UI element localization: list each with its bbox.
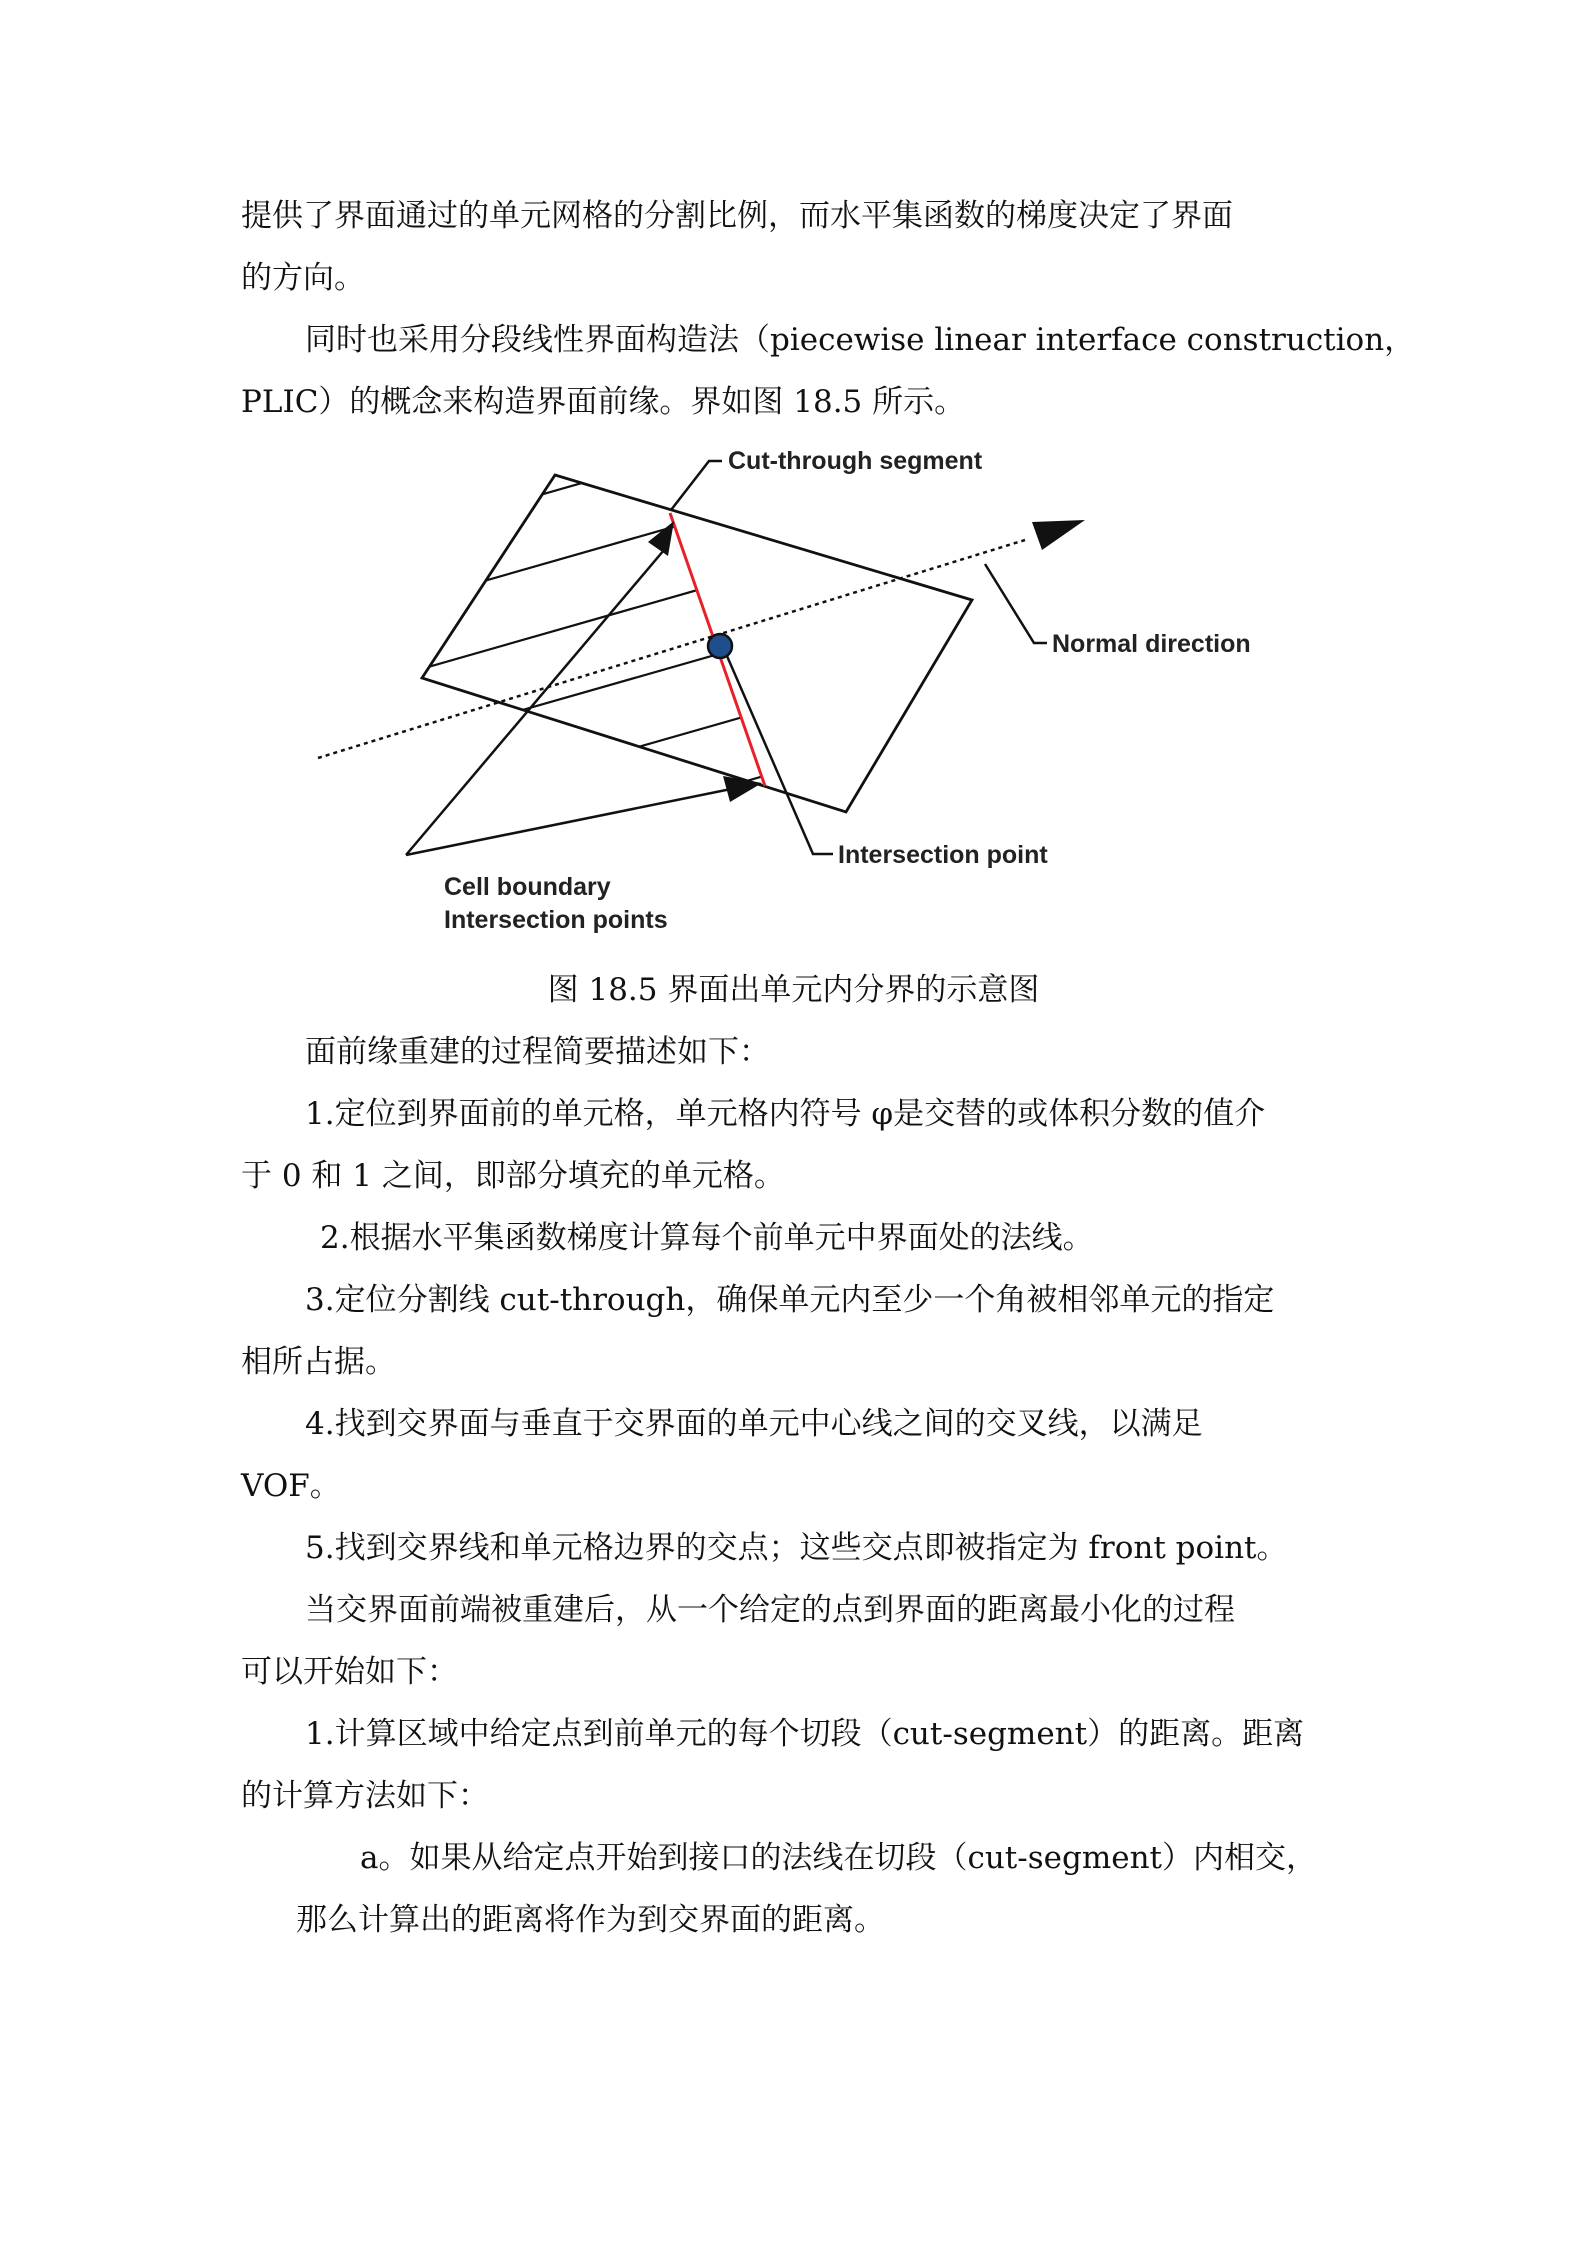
step-4-line-1: 4.找到交界面与垂直于交界面的单元中心线之间的交叉线，以满足 [305,1406,1203,1442]
normal-direction-leader [985,564,1047,643]
step-1-line-2: 于 0 和 1 之间，即部分填充的单元格。 [241,1158,785,1194]
paragraph-1-line-2: 的方向。 [241,260,365,296]
distance-step-1-line-1: 1.计算区域中给定点到前单元的每个切段（cut-segment）的距离。距离 [305,1716,1305,1752]
interface-reconstruction-figure [300,440,1300,960]
paragraph-4-line-2: 可以开始如下： [241,1654,458,1690]
cell-boundary [422,475,972,812]
label-intersection-point: Intersection point [838,841,1048,869]
distance-sub-a-line-1: a。如果从给定点开始到接口的法线在切段（cut-segment）内相交， [360,1840,1318,1876]
step-1-line-1: 1.定位到界面前的单元格，单元格内符号 φ是交替的或体积分数的值介 [305,1096,1266,1132]
paragraph-1-line-1: 提供了界面通过的单元网格的分割比例，而水平集函数的梯度决定了界面 [241,198,1233,234]
cut-through-leader-visible [671,461,722,510]
normal-direction-line [318,540,1025,758]
step-3-line-1: 3.定位分割线 cut-through，确保单元内至少一个角被相邻单元的指定 [305,1282,1275,1318]
paragraph-2-line-2: PLIC）的概念来构造界面前缘。界如图 18.5 所示。 [241,384,966,420]
paragraph-4-line-1: 当交界面前端被重建后，从一个给定的点到界面的距离最小化的过程 [305,1592,1235,1628]
step-3-line-2: 相所占据。 [241,1344,396,1380]
intersection-point-dot [708,634,732,658]
normal-arrowhead [1032,520,1085,550]
arrowhead-to-top-point [648,521,674,556]
figure-caption: 图 18.5 界面出单元内分界的示意图 [547,972,1040,1008]
paragraph-3: 面前缘重建的过程简要描述如下： [305,1034,770,1070]
arrowhead-to-bottom-point [723,776,762,802]
label-normal-direction: Normal direction [1052,630,1251,658]
intersection-point-leader [727,656,833,854]
label-intersection-points: Intersection points [444,906,668,934]
label-cell-boundary: Cell boundary [444,873,611,901]
distance-sub-a-line-2: 那么计算出的距离将作为到交界面的距离。 [296,1902,885,1938]
cell-boundary-arrows [406,550,736,855]
distance-step-1-line-2: 的计算方法如下： [241,1778,489,1814]
label-cut-through-segment: Cut-through segment [728,447,983,475]
step-4-line-2: VOF。 [241,1468,341,1504]
paragraph-2-line-1: 同时也采用分段线性界面构造法（piecewise linear interface construction， [305,322,1416,358]
step-2: 2.根据水平集函数梯度计算每个前单元中界面处的法线。 [320,1220,1094,1256]
step-5: 5.找到交界线和单元格边界的交点；这些交点即被指定为 front point。 [305,1530,1288,1566]
